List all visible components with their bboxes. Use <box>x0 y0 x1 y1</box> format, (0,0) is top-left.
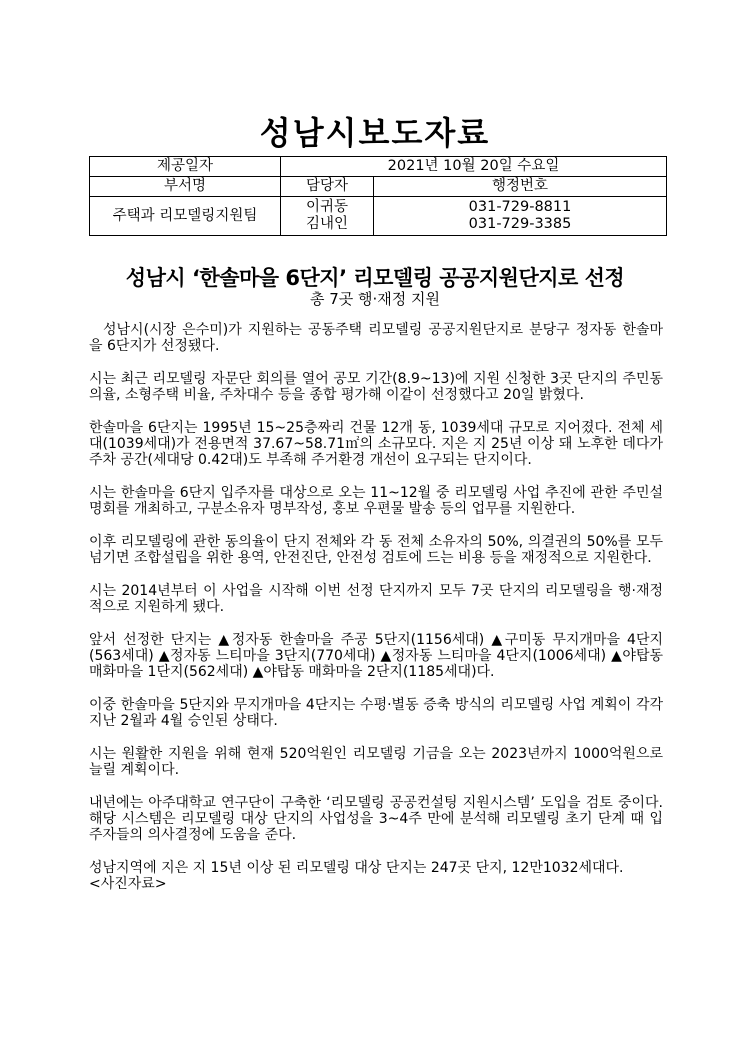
paragraph: 앞서 선정한 단지는 ▲정자동 한솔마을 주공 5단지(1156세대) ▲구미동 무지개마을 4단지(563세대) ▲정자동 느티마을 3단지(770세대) ▲정자동 느티마을 4단지(1006세대) ▲야탑동 매화마을 1단지(562세대) ▲야탑동 매화마을 2단지(1185세대)다. <box>89 632 663 680</box>
phone-number: 031-729-8811 <box>468 199 572 215</box>
paragraph: 시는 한솔마을 6단지 입주자를 대상으로 오는 11~12월 중 리모델링 사업 추진에 관한 주민설명회를 개최하고, 구분소유자 명부작성, 홍보 우편물 발송 등의 업무를 지원한다. <box>89 485 663 517</box>
paragraph: 내년에는 아주대학교 연구단이 구축한 ‘리모델링 공공컨설팅 지원시스템’ 도입을 검토 중이다. 해당 시스템은 리모델링 대상 단지의 사업성을 3~4주 만에 분석해 리모델링 초기 단계 때 입주자들의 의사결정에 도움을 준다. <box>89 795 663 843</box>
subheadline: 총 7곳 행·재정 지원 <box>309 290 441 308</box>
document-title: 성남시보도자료 <box>259 114 491 152</box>
info-table <box>89 156 667 236</box>
dept-label: 부서명 <box>90 177 281 197</box>
person-name: 이귀동 <box>305 199 349 215</box>
paragraph: 시는 원활한 지원을 위해 현재 520억원인 리모델링 기금을 오는 2023년까지 1000억원으로 늘릴 계획이다. <box>89 746 663 778</box>
date-label: 제공일자 <box>90 157 281 177</box>
paragraph: 시는 최근 리모델링 자문단 회의를 열어 공모 기간(8.9~13)에 지원 신청한 3곳 단지의 주민동의율, 소형주택 비율, 주차대수 등을 종합 평가해 이같이 선정했다고 20일 밝혔다. <box>89 371 663 403</box>
phone-label: 행정번호 <box>374 177 667 197</box>
phone-number: 031-729-3385 <box>468 216 572 232</box>
date-value: 2021년 10월 20일 수요일 <box>281 157 667 177</box>
article-body <box>89 322 663 909</box>
paragraph: 이후 리모델링에 관한 동의율이 단지 전체와 각 동 전체 소유자의 50%, 의결권의 50%를 모두 넘기면 조합설립을 위한 용역, 안전진단, 안전성 검토에 드는 비용 등을 재정적으로 지원한다. <box>89 534 663 566</box>
headline: 성남시 ‘한솔마을 6단지’ 리모델링 공공지원단지로 선정 <box>125 266 625 290</box>
paragraph: 이중 한솔마을 5단지와 무지개마을 4단지는 수평·별동 증축 방식의 리모델링 사업 계획이 각각 지난 2월과 4월 승인된 상태다. <box>89 697 663 729</box>
paragraph: 성남시(시장 은수미)가 지원하는 공동주택 리모델링 공공지원단지로 분당구 정자동 한솔마을 6단지가 선정됐다. <box>89 322 663 354</box>
paragraph: 한솔마을 6단지는 1995년 15~25층짜리 건물 12개 동, 1039세대 규모로 지어졌다. 전체 세대(1039세대)가 전용면적 37.67~58.71㎡의 소규모다. 지은 지 25년 이상 돼 노후한 데다가 주차 공간(세대당 0.42대)도 부족해 주거환경 개선이 요구되는 단지이다. <box>89 420 663 468</box>
paragraph: 성남지역에 지은 지 15년 이상 된 리모델링 대상 단지는 247곳 단지, 12만1032세대다. <box>89 860 624 876</box>
phone-numbers <box>374 197 667 236</box>
person-names <box>281 197 374 236</box>
person-label: 담당자 <box>281 177 374 197</box>
paragraph: 시는 2014년부터 이 사업을 시작해 이번 선정 단지까지 모두 7곳 단지의 리모델링을 행·재정적으로 지원하게 됐다. <box>89 583 663 615</box>
person-name: 김내인 <box>305 216 349 232</box>
dept-value: 주택과 리모델링지원팀 <box>90 197 281 236</box>
photo-label: <사진자료> <box>89 876 167 892</box>
